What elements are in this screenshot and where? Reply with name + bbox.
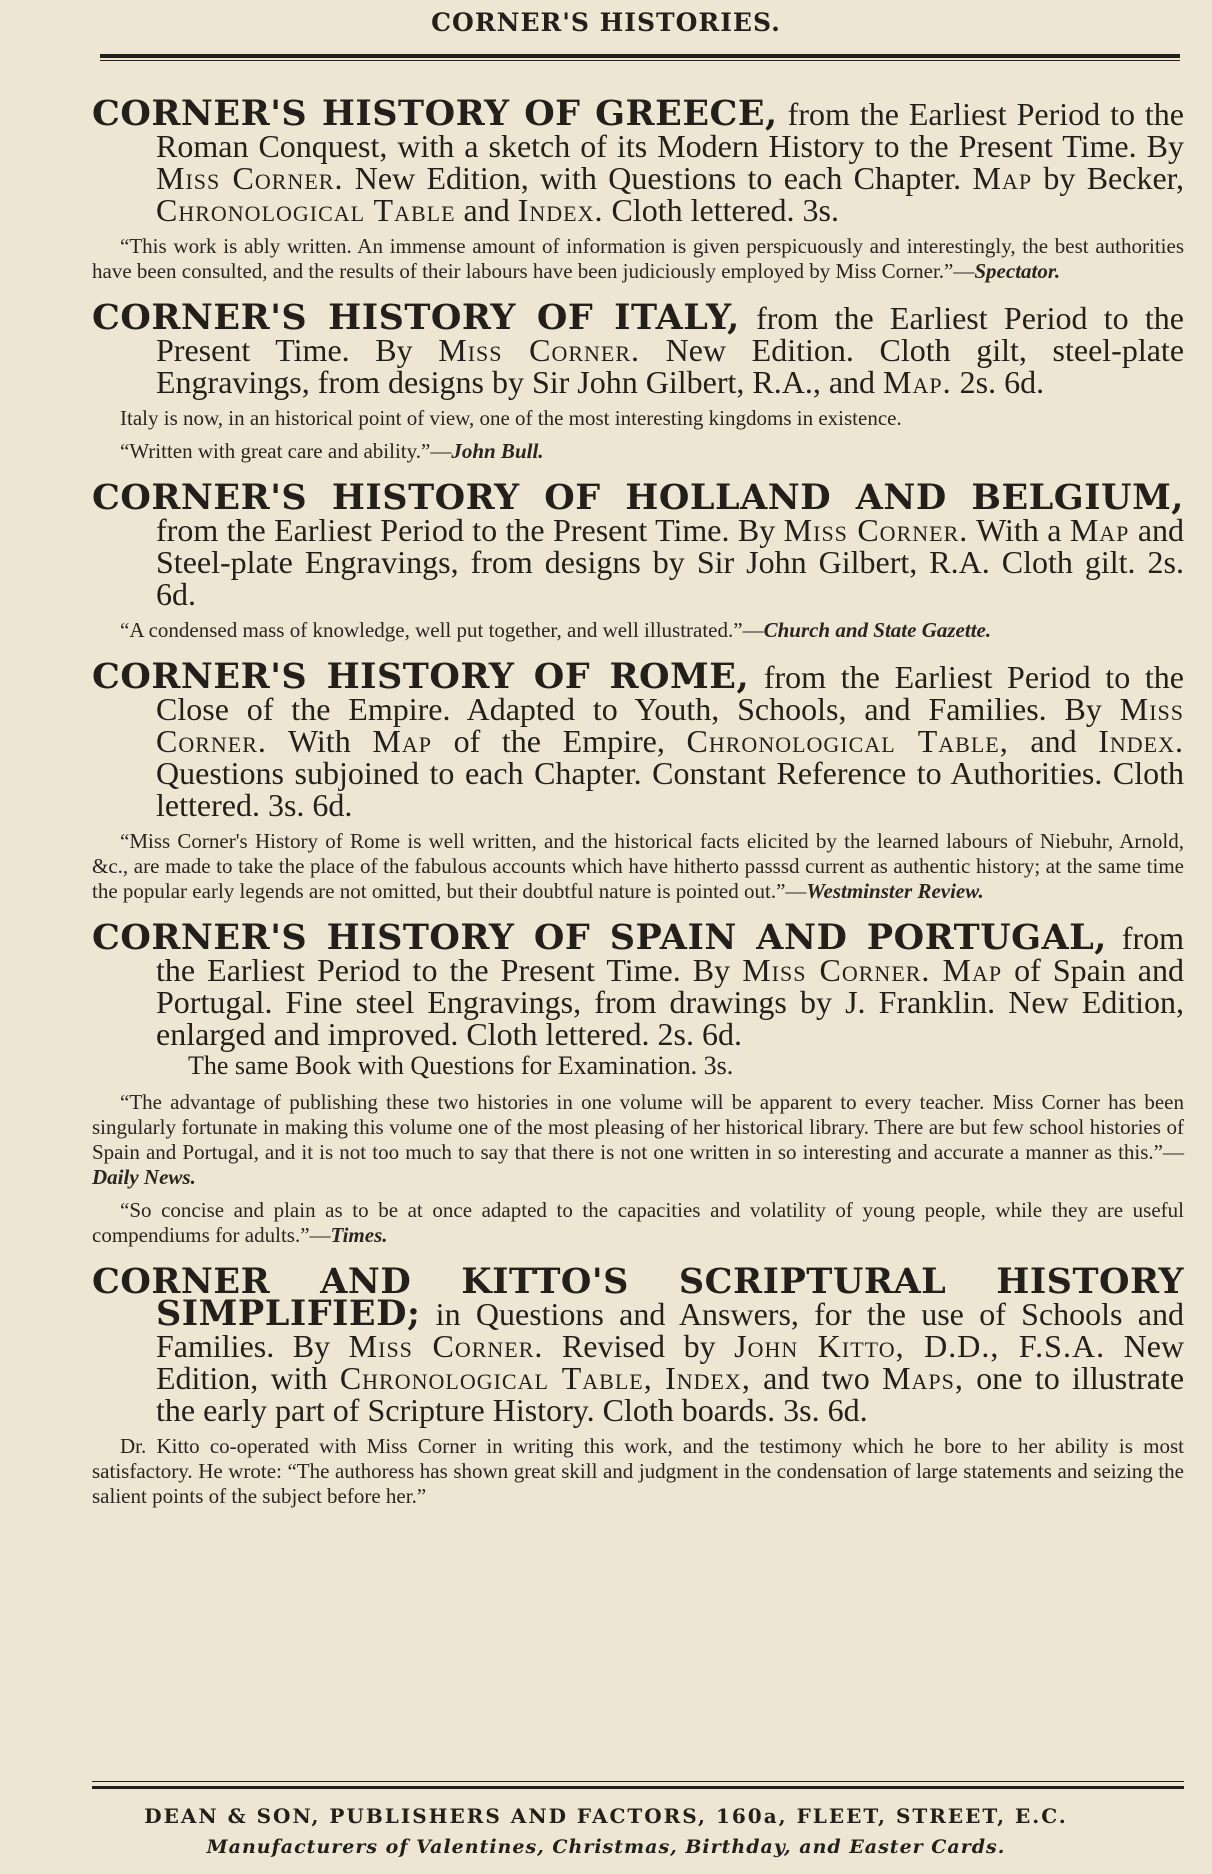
entry-greece xyxy=(92,93,1185,284)
entry-description xyxy=(92,477,1185,612)
author-name: Miss Corner. xyxy=(438,332,641,368)
entry-description xyxy=(92,917,1185,1052)
entry-scriptural-history xyxy=(92,1261,1185,1509)
review-quote xyxy=(92,1198,1184,1248)
entry-text: from the Earliest Period to the Roman Conquest, with a sketch of its Modern History to the Present Time. By xyxy=(156,96,1185,164)
entry-spain-portugal xyxy=(92,917,1185,1248)
map-term: Map xyxy=(1069,512,1130,548)
review-text: “The advantage of publishing these two histories in one volume will be apparent to every teacher. Miss Corner has been singularly fortunate in making this volume one of the most pleasing of her historical library. There are but few school histories of Spain and Portugal, and it is not too much to say that there is not one written in so interesting and accurate a manner as this.”— xyxy=(92,1090,1184,1164)
entries-list xyxy=(92,93,1185,1527)
entry-text: and xyxy=(455,192,518,228)
table-term: Chronological Table, xyxy=(339,1360,653,1396)
entry-text: New Edition. Cloth gilt, steel-plate Engravings, from designs by Sir John Gilbert, R.A., and xyxy=(156,332,1185,400)
review-source: Westminster Review. xyxy=(806,879,984,903)
publisher-line: DEAN & SON, PUBLISHERS AND FACTORS, 160a, FLEET, STREET, E.C. xyxy=(144,1804,1068,1828)
review-quote xyxy=(92,829,1184,904)
entry-description xyxy=(92,93,1185,228)
review-text: Dr. Kitto co-operated with Miss Corner in writing this work, and the testimony which he bore to her ability is most satisfactory. He wrote: “The authoress has shown great skill and judgment in the condensation of large statements and seizing the salient points of the subject before her.” xyxy=(92,1434,1184,1508)
entry-text: of the Empire, xyxy=(431,723,687,759)
entry-text: by Becker, xyxy=(1032,160,1185,196)
index-term: Index, xyxy=(665,1360,751,1396)
entry-text: With xyxy=(266,723,373,759)
entry-heading: CORNER'S HISTORY OF GREECE, xyxy=(92,93,778,134)
entry-text: New Edition, with xyxy=(156,1328,1185,1396)
review-text: “Written with great care and ability.”— xyxy=(120,439,452,463)
author-name: Miss Corner. xyxy=(742,952,931,988)
top-rule xyxy=(100,54,1180,58)
review-source: Daily News. xyxy=(92,1165,196,1189)
map-term: Map xyxy=(372,723,432,759)
review-quote xyxy=(92,406,1184,431)
review-quote xyxy=(92,234,1184,284)
entry-text: With a xyxy=(968,512,1070,548)
entry-text xyxy=(653,1360,665,1396)
publisher-tagline: Manufacturers of Valentines, Christmas, Birthday, and Easter Cards. xyxy=(206,1836,1006,1858)
entry-heading: CORNER'S HISTORY OF HOLLAND AND BELGIUM, xyxy=(92,477,1184,518)
review-text: “This work is ably written. An immense amount of information is given perspicuously and interestingly, the best authorities have been consulted, and the results of their labours have been judiciously employed by Miss Corner.”— xyxy=(92,234,1184,283)
entry-description xyxy=(92,1261,1185,1428)
review-quote xyxy=(92,1090,1184,1190)
entry-holland-belgium xyxy=(92,477,1185,643)
entry-text: 2s. 6d. xyxy=(951,364,1045,400)
entry-text: from the Earliest Period to the Close of the Empire. Adapted to Youth, Schools, and Families. By xyxy=(156,659,1185,727)
entry-text: from the Earliest Period to the Present Time. By xyxy=(156,920,1184,988)
entry-text: Questions subjoined to each Chapter. Constant Reference to Authorities. Cloth lettered. 3s. 6d. xyxy=(156,755,1184,823)
table-term: Chronological Table, xyxy=(686,723,1009,759)
author-name: Miss Corner. xyxy=(156,160,344,196)
entry-rome xyxy=(92,656,1185,904)
running-head: CORNER'S HISTORIES. xyxy=(431,8,781,37)
entry-text: one to illustrate the early part of Scripture History. Cloth boards. 3s. 6d. xyxy=(156,1360,1185,1428)
review-quote xyxy=(92,1434,1184,1509)
entry-description xyxy=(92,656,1185,823)
review-text: “Miss Corner's History of Rome is well written, and the historical facts elicited by the learned labours of Niebuhr, Arnold, &c., are made to take the place of the fabulous accounts which have hitherto passsd current as authentic history; at the same time the popular early legends are not omitted, but their doubtful nature is pointed out.”— xyxy=(92,829,1184,903)
editor-name: John Kitto, D.D., F.S.A. xyxy=(734,1328,1106,1364)
entry-text: from the Earliest Period to the Present Time. By xyxy=(156,300,1184,368)
entry-description xyxy=(92,297,1185,400)
index-term: Index. xyxy=(517,192,604,228)
review-text: “So concise and plain as to be at once adapted to the capacities and volatility of young people, while they are useful compendiums for adults.”— xyxy=(92,1198,1184,1247)
review-text: “A condensed mass of knowledge, well put together, and well illustrated.”— xyxy=(120,618,764,642)
author-name: Miss Corner. xyxy=(348,1328,544,1364)
entry-text: and Steel-plate Engravings, from designs by Sir John Gilbert, R.A. Cloth gilt. 2s. 6d. xyxy=(156,512,1185,612)
review-source: Church and State Gazette. xyxy=(763,618,992,642)
index-term: Index. xyxy=(1098,723,1185,759)
entry-text: in Questions and Answers, for the use of Schools and Families. By xyxy=(156,1296,1184,1364)
map-term: Map xyxy=(942,952,1003,988)
review-text: Italy is now, in an historical point of view, one of the most interesting kingdoms in existence. xyxy=(120,406,902,430)
entry-text: of Spain and Portugal. Fine steel Engravings, from drawings by J. Franklin. New Edition, enlarged and improved. Cloth lettered. 2s. 6d. xyxy=(156,952,1185,1052)
entry-text: and two xyxy=(750,1360,883,1396)
author-name: Miss Corner. xyxy=(783,512,969,548)
entry-text: from the Earliest Period to the Present Time. By xyxy=(156,512,784,548)
entry-extra-line: The same Book with Questions for Examination. 3s. xyxy=(188,1051,734,1080)
author-name: Miss Corner. xyxy=(156,691,1184,759)
entry-heading: CORNER'S HISTORY OF SPAIN AND PORTUGAL, xyxy=(92,917,1107,958)
review-quote xyxy=(92,439,1184,464)
map-term: Maps, xyxy=(882,1360,964,1396)
entry-heading: CORNER'S HISTORY OF ROME, xyxy=(92,656,750,697)
entry-text xyxy=(930,952,942,988)
table-term: Chronological Table xyxy=(156,192,456,228)
review-source: Spectator. xyxy=(974,259,1061,283)
entry-text: Revised by xyxy=(543,1328,735,1364)
entry-heading: CORNER'S HISTORY OF ITALY, xyxy=(92,297,740,338)
map-term: Map. xyxy=(883,364,952,400)
entry-text: New Edition, with Questions to each Chapter. xyxy=(343,160,973,196)
entry-text: Cloth lettered. 3s. xyxy=(603,192,839,228)
map-term: Map xyxy=(972,160,1033,196)
review-source: John Bull. xyxy=(451,439,544,463)
review-source: Times. xyxy=(330,1223,388,1247)
entry-heading: CORNER AND KITTO'S SCRIPTURAL HISTORY SIMPLIFIED; xyxy=(92,1261,1184,1334)
entry-italy xyxy=(92,297,1185,464)
review-quote xyxy=(92,618,1184,643)
bottom-rule xyxy=(92,1786,1184,1789)
entry-text: and xyxy=(1008,723,1099,759)
